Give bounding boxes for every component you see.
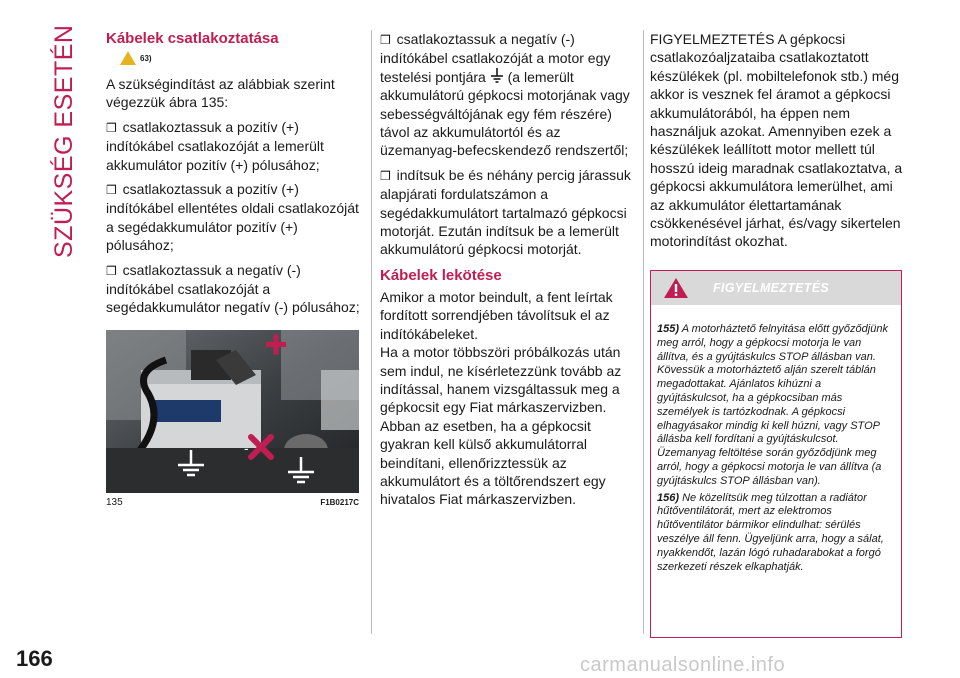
engine-bay-illustration [106, 330, 359, 493]
column-divider [643, 30, 644, 634]
column-2 [380, 30, 638, 515]
page-number: 166 [16, 646, 53, 671]
minus-marker-label: - [244, 440, 249, 456]
ground-icon [490, 68, 504, 84]
warning-box [650, 270, 902, 638]
section-heading: Kábelek csatlakoztatása [106, 30, 279, 47]
warning-note: 155) A motorháztető felnyitása előtt győződjünk meg arról, hogy a gépkocsi motorja le van állítva, és a gyújtáskulcs STOP állásban van. Kövessük a motorháztető alján szerelt táblán megadottakat. Ajánlatos kihúzni a gyújtáskulcsot, ha a gépkocsiban más személyek is tartózkodnak. A gépkocsi elhagyásakor mindig ki kell húzni, vagy STOP állásba kell fordítani a gyújtáskulcsot. Üzemanyag feltöltése során győződjünk meg arról, hogy a gépkocsi motorja le van állítva (a gyújtáskulcs STOP állásban van). [657, 323, 888, 487]
section-side-title: SZÜKSÉG ESETÉN [50, 24, 78, 258]
intro-text: A szükségindítást az alábbiak szerint végezzük ábra 135: [106, 76, 335, 111]
column-3 [650, 30, 906, 257]
warning-triangle-icon [663, 277, 689, 299]
list-item: ❒ indítsuk be és néhány percig járassuk alapjárati fordulatszámon a segédakkumulátort tartalmazó gépkocsi motorját. Ezután indítsuk be a lemerült akkumulátorú gépkocsi motorját. [380, 166, 631, 258]
paragraph: Abban az esetben, ha a gépkocsit gyakran kell külső akkumulátorral beindítani, ellenőrizztessük az akkumulátort és a töltőrendszert egy hivatalos Fiat márkaszervizben. [380, 417, 606, 508]
figure-number: 135 [106, 497, 123, 508]
warning-paragraph: FIGYELMEZTETÉS A gépkocsi csatlakozóaljzataiba csatlakoztatott készülékek (pl. mobiltelefonok stb.) még akkor is vesznek fel áramot a gépkocsi akkumulátorából, ha éppen nem használjuk azokat. Amennyiben ezek a készülékek leállított motor mellett túl hosszú ideig maradnak csatlakoztatva, a gépkocsi akkumulátora lemerülhet, ami az akkumulátor élettartamának csökkenésével járhat, és/vagy sikertelen motorindítást okozhat. [650, 31, 903, 250]
ground-symbol-icon [281, 455, 321, 489]
list-item: ❒ csatlakoztassuk a pozitív (+) indítókábel csatlakozóját a lemerült akkumulátor pozitív (+) pólusához; [106, 118, 324, 173]
checkbox-bullet-icon: ❒ [106, 120, 117, 135]
warning-reference [120, 51, 366, 65]
warning-note: 156) Ne közelítsük meg túlzottan a radiátor hűtőventilátorát, mert az elektromos hűtőventilátor bármikor elindulhat: sérülés veszélye áll fenn. Ügyeljünk arra, hogy a sálat, nyakkendőt, lazán lógó ruhadarabokat a forgó szerkezeti részek elkaphatják. [657, 491, 884, 573]
ground-symbol-icon [171, 448, 211, 480]
list-item: ❒ csatlakoztassuk a negatív (-) indítókábel csatlakozóját a motor egy testelési pontjára (a lemerült akkumulátorú gépkocsi motorjának vagy sebességváltójának egy fém részére) távol az akkumulátortól és az üzemanyag-befecskendező rendszertől; [380, 31, 630, 159]
column-divider [371, 30, 372, 634]
paragraph: Ha a motor többszöri próbálkozás után sem indul, ne kísérletezzünk tovább az indítással, hanem vizsgáltassuk meg a gépkocsit egy Fiat márkaszervizben. [380, 344, 622, 416]
section-heading: Kábelek lekötése [380, 266, 502, 284]
checkbox-bullet-icon: ❒ [106, 183, 117, 198]
column-1 [106, 30, 366, 323]
figure-code: F1B0217C [320, 498, 359, 507]
warning-ref-number: 63) [140, 53, 152, 63]
paragraph: Amikor a motor beindult, a fent leírtak fordított sorrendjében távolítsuk el az indítókábeleket. [380, 288, 613, 342]
warning-box-body [651, 305, 901, 574]
battery-photo [106, 330, 359, 493]
note-number: 155) [657, 323, 680, 335]
list-item: ❒ csatlakoztassuk a negatív (-) indítókábel csatlakozóját a segédakkumulátor negatív (-) pólusához; [106, 261, 360, 316]
checkbox-bullet-icon: ❒ [380, 33, 391, 47]
warning-triangle-icon [120, 51, 136, 65]
checkbox-bullet-icon: ❒ [380, 168, 391, 183]
warning-box-header [651, 271, 901, 305]
watermark: carmanualsonline.info [580, 654, 786, 676]
figure-caption [106, 497, 359, 508]
list-item: ❒ csatlakoztassuk a pozitív (+) indítókábel ellentétes oldali csatlakozóját a segédakkumulátor pozitív (+) pólusához; [106, 181, 359, 254]
checkbox-bullet-icon: ❒ [106, 263, 117, 278]
note-number: 156) [657, 491, 680, 504]
warning-box-title: FIGYELMEZTETÉS [713, 281, 830, 295]
